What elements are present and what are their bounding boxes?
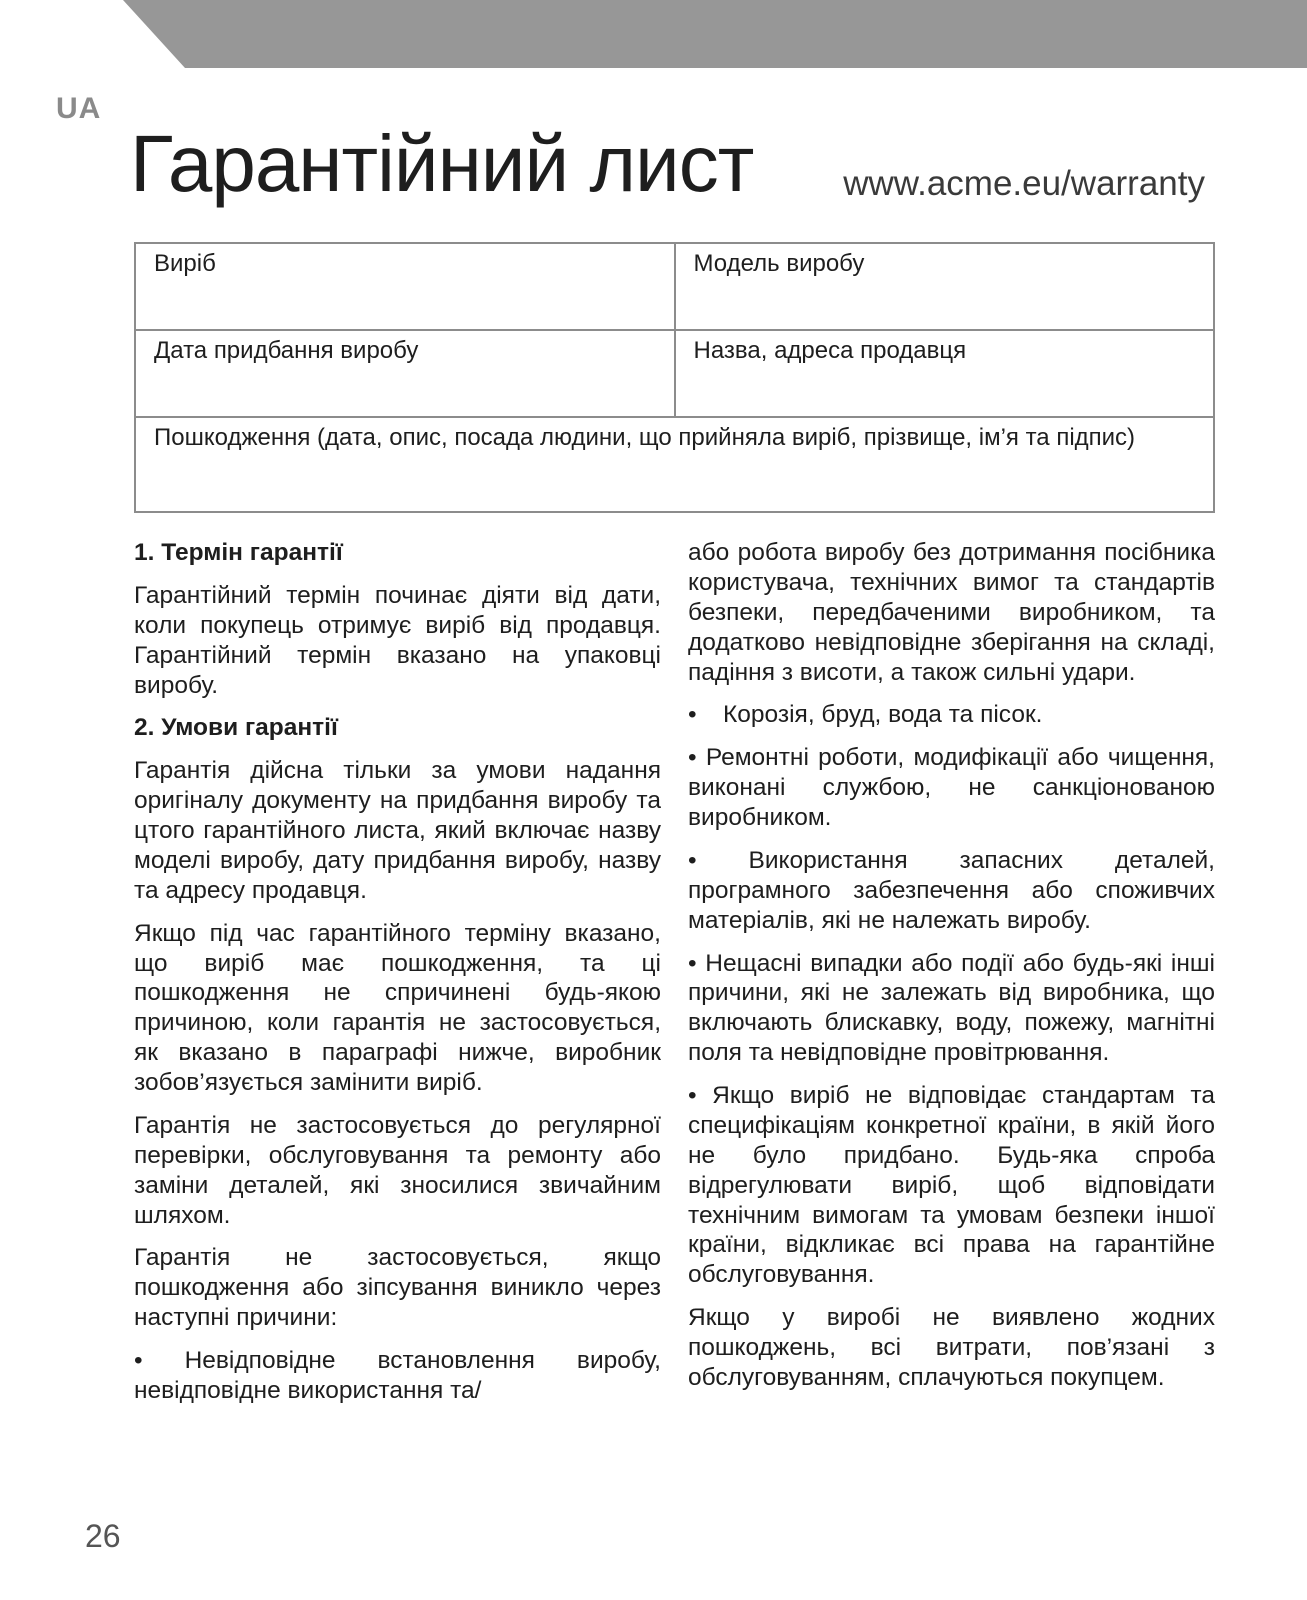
- left-column: [134, 538, 661, 1419]
- conditions-paragraph-4: Гарантія не застосовується, якщо пошкодження або зіпсування виникло через наступні причини:: [134, 1244, 661, 1332]
- exclusion-bullet-1-start: • Невідповідне встановлення виробу, невідповідне використання та/: [134, 1347, 661, 1404]
- page-number: 26: [85, 1518, 121, 1554]
- exclusion-bullet-3: • Ремонтні роботи, модифікації або чищення, виконані службою, не санкціонованою виробником.: [688, 744, 1215, 831]
- exclusion-bullet-2-text: Корозія, бруд, вода та пісок.: [723, 701, 1043, 729]
- language-code: UA: [56, 92, 102, 125]
- term-paragraph: Гарантійний термін починає діяти від дати, коли покупець отримує виріб від продавця. Гарантійний термін вказано на упаковці виробу.: [134, 581, 661, 699]
- warranty-form-table: [134, 242, 1215, 513]
- page-title: Гарантійний лист: [130, 119, 754, 208]
- conditions-paragraph-3: Гарантія не застосовується до регулярної перевірки, обслуговування та ремонту або заміни деталей, які зносилися звичайним шляхом.: [134, 1111, 661, 1229]
- warranty-content: [134, 538, 1215, 1419]
- right-column: [688, 538, 1215, 1419]
- top-decorative-bar: [0, 0, 1307, 68]
- exclusion-bullet-2: [688, 700, 1215, 730]
- exclusion-bullet-1-continued: або робота виробу без дотримання посібника користувача, технічних вимог та стандартів безпеки, передбаченими виробником, та додатково невідповідне зберігання на складі, падіння з висоти, а також сильні удари.: [688, 539, 1215, 686]
- exclusion-bullet-4: • Використання запасних деталей, програмного забезпечення або споживчих матеріалів, які не належать виробу.: [688, 846, 1215, 934]
- purchase-date-field: Дата придбання виробу: [135, 330, 675, 417]
- exclusion-bullet-6: • Якщо виріб не відповідає стандартам та специфікаціям конкретної країни, в якій його не було придбано. Будь-яка спроба відрегулювати виріб, щоб відповідати технічним вимогам та умовам безпеки іншої країни, відкликає всі права на гарантійне обслуговування.: [688, 1082, 1215, 1289]
- product-field: Виріб: [135, 243, 675, 330]
- conditions-paragraph-2: Якщо під час гарантійного терміну вказано, що виріб має пошкодження, та ці пошкодження не спричинені будь-якою причиною, коли гарантія не застосовується, як вказано в параграфі нижче, виробник зобов’язується замінити виріб.: [134, 919, 661, 1096]
- model-field: Модель виробу: [675, 243, 1215, 330]
- damage-field: Пошкодження (дата, опис, посада людини, що прийняла виріб, прізвище, ім’я та підпис): [135, 417, 1214, 512]
- exclusion-bullet-5: • Нещасні випадки або події або будь-які інші причини, які не залежать від виробника, що включають блискавку, воду, пожежу, магнітні поля та невідповідне провітрювання.: [688, 949, 1215, 1067]
- conditions-paragraph-1: Гарантія дійсна тільки за умови надання оригіналу документу на придбання виробу та цтого гарантійного листа, який включає назву моделі виробу, дату придбання виробу, назву та адресу продавця.: [134, 757, 661, 904]
- section-heading-term: 1. Термін гарантії: [134, 539, 343, 566]
- warranty-url: www.acme.eu/warranty: [843, 164, 1205, 203]
- final-paragraph: Якщо у виробі не виявлено жодних пошкоджень, всі витрати, пов’язані з обслуговуванням, сплачуються покупцем.: [688, 1304, 1215, 1391]
- seller-field: Назва, адреса продавця: [675, 330, 1215, 417]
- section-heading-conditions: 2. Умови гарантії: [134, 714, 338, 742]
- bullet-marker: •: [688, 701, 697, 729]
